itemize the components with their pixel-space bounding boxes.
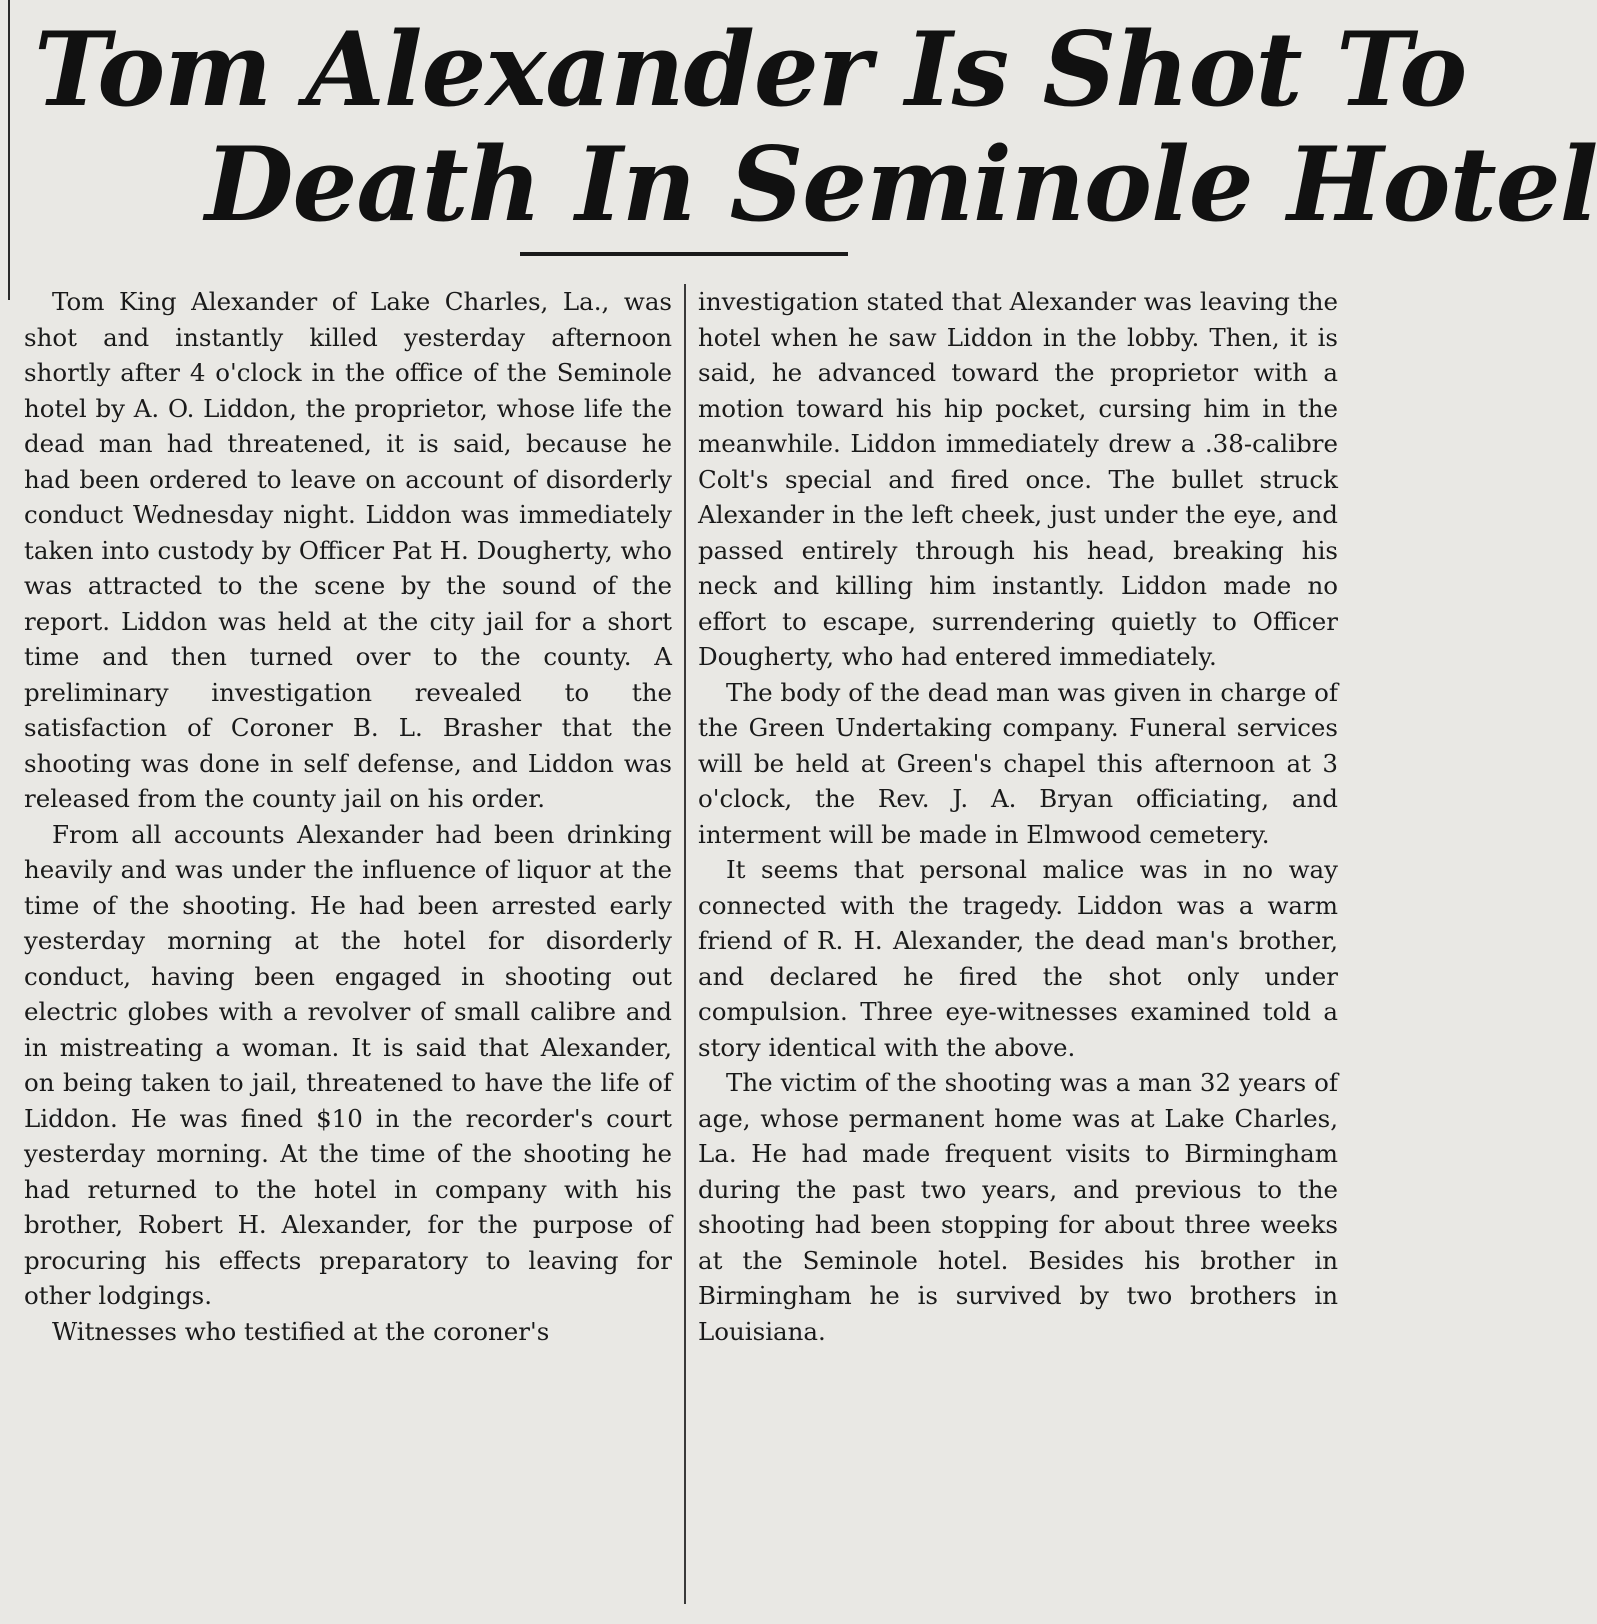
paragraph: Witnesses who testified at the coroner's <box>52 1316 550 1346</box>
article-column-left <box>24 284 672 1349</box>
headline <box>0 0 1597 250</box>
paragraph: The victim of the shooting was a man 32 years of age, whose permanent home was at Lake Charles, La. He had made frequent visits to Birmingham during the past two years, and previous to the shooting had been stopping for about three weeks at the Seminole hotel. Besides his brother in Birmingham he is survived by two brothers in Louisiana. <box>698 1068 1338 1346</box>
article-column-right <box>698 284 1338 1349</box>
paragraph: From all accounts Alexander had been drinking heavily and was under the influence of liquor at the time of the shooting. He had been arrested early yesterday morning at the hotel for disorderly conduct, having been engaged in shooting out electric globes with a revolver of small calibre and in mistreating a woman. It is said that Alexander, on being taken to jail, threatened to have the life of Liddon. He was fined $10 in the recorder's court yesterday morning. At the time of the shooting he had returned to the hotel in company with his brother, Robert H. Alexander, for the purpose of procuring his effects preparatory to leaving for other lodgings. <box>24 819 672 1310</box>
paragraph: The body of the dead man was given in charge of the Green Undertaking company. Funeral services will be held at Green's chapel this afternoon at 3 o'clock, the Rev. J. A. Bryan officiating, and interment will be made in Elmwood cemetery. <box>698 677 1338 849</box>
headline-line-1: Tom Alexander Is Shot To <box>34 10 1467 130</box>
column-divider <box>684 284 686 1604</box>
paragraph-continued: investigation stated that Alexander was leaving the hotel when he saw Liddon in the lobby. Then, it is said, he advanced toward the proprietor with a motion toward his hip pocket, cursing him in the meanwhile. Liddon immediately drew a .38-calibre Colt's special and fired once. The bullet struck Alexander in the left cheek, just under the eye, and passed entirely through his head, breaking his neck and killing him instantly. Liddon made no effort to escape, surrendering quietly to Officer Dougherty, who had entered immediately. <box>698 287 1338 671</box>
headline-line-2: Death In Seminole Hotel <box>205 125 1597 245</box>
headline-divider-rule <box>520 252 848 256</box>
paragraph: It seems that personal malice was in no way connected with the tragedy. Liddon was a warm friend of R. H. Alexander, the dead man's brother, and declared he fired the shot only under compulsion. Three eye-witnesses examined told a story identical with the above. <box>698 855 1338 1062</box>
paragraph: Tom King Alexander of Lake Charles, La., was shot and instantly killed yesterday afternoon shortly after 4 o'clock in the office of the Seminole hotel by A. O. Liddon, the proprietor, whose life the dead man had threatened, it is said, because he had been ordered to leave on account of disorderly conduct Wednesday night. Liddon was immediately taken into custody by Officer Pat H. Dougherty, who was attracted to the scene by the sound of the report. Liddon was held at the city jail for a short time and then turned over to the county. A preliminary investigation revealed to the satisfaction of Coroner B. L. Brasher that the shooting was done in self defense, and Liddon was released from the county jail on his order. <box>24 287 672 813</box>
